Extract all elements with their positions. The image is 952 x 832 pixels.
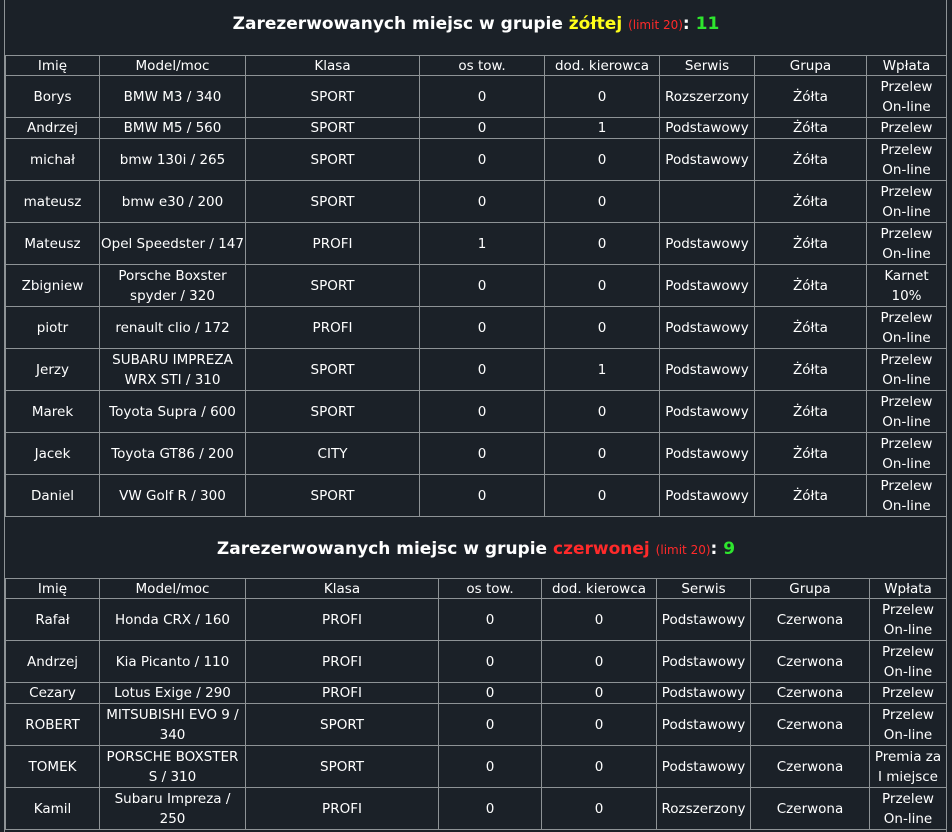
cell-model: Toyota GT86 / 200	[100, 433, 246, 475]
cell-name: mateusz	[6, 181, 100, 223]
cell-name: Cezary	[6, 683, 100, 704]
cell-name: Rafał	[6, 599, 100, 641]
cell-service: Rozszerzony	[660, 76, 755, 118]
cell-model: MITSUBISHI EVO 9 / 340	[100, 704, 246, 746]
cell-service: Podstawowy	[660, 433, 755, 475]
cell-class: SPORT	[246, 139, 420, 181]
cell-service	[660, 181, 755, 223]
yellow-table-body	[6, 76, 947, 517]
cell-service: Podstawowy	[660, 223, 755, 265]
cell-payment: Przelew On-line	[867, 433, 947, 475]
cell-extra-driver: 0	[545, 475, 660, 517]
cell-group: Czerwona	[751, 641, 870, 683]
cell-group: Żółta	[755, 139, 867, 181]
cell-model: Subaru Impreza / 250	[100, 788, 246, 830]
cell-class: PROFI	[246, 683, 439, 704]
cell-name: Jerzy	[6, 349, 100, 391]
table-row	[6, 599, 947, 641]
cell-group: Żółta	[755, 181, 867, 223]
cell-class: SPORT	[246, 391, 420, 433]
cell-extra-driver: 0	[545, 76, 660, 118]
cell-extra-driver: 0	[545, 181, 660, 223]
cell-service: Podstawowy	[660, 139, 755, 181]
table-row	[6, 683, 947, 704]
cell-class: SPORT	[246, 746, 439, 788]
cell-passengers: 0	[420, 307, 545, 349]
cell-class: PROFI	[246, 788, 439, 830]
cell-service: Rozszerzony	[657, 788, 751, 830]
cell-passengers: 0	[420, 391, 545, 433]
cell-name: Kamil	[6, 788, 100, 830]
column-header-group: Grupa	[751, 579, 870, 599]
cell-payment: Przelew On-line	[870, 704, 947, 746]
cell-extra-driver: 0	[545, 307, 660, 349]
cell-payment: Przelew On-line	[867, 349, 947, 391]
header-row	[6, 579, 947, 599]
cell-name: ROBERT	[6, 704, 100, 746]
cell-extra-driver: 1	[545, 118, 660, 139]
column-header-passengers: os tow.	[439, 579, 542, 599]
heading-separator: :	[710, 539, 724, 559]
cell-model: Kia Picanto / 110	[100, 641, 246, 683]
cell-payment: Przelew On-line	[870, 641, 947, 683]
cell-name: Marek	[6, 391, 100, 433]
cell-extra-driver: 0	[542, 683, 657, 704]
cell-group: Żółta	[755, 433, 867, 475]
table-row	[6, 307, 947, 349]
column-header-payment: Wpłata	[867, 56, 947, 76]
yellow-group-table	[5, 55, 947, 517]
cell-group: Żółta	[755, 349, 867, 391]
cell-passengers: 0	[439, 683, 542, 704]
cell-extra-driver: 0	[542, 704, 657, 746]
cell-passengers: 0	[420, 118, 545, 139]
column-header-service: Serwis	[660, 56, 755, 76]
group-name-yellow: żółtej	[568, 14, 623, 34]
cell-group: Żółta	[755, 265, 867, 307]
column-header-passengers: os tow.	[420, 56, 545, 76]
cell-payment: Przelew On-line	[867, 307, 947, 349]
cell-group: Czerwona	[751, 704, 870, 746]
column-header-name: Imię	[6, 56, 100, 76]
limit-label: (limit 20)	[628, 18, 683, 32]
header-row	[6, 56, 947, 76]
cell-passengers: 0	[420, 475, 545, 517]
cell-class: PROFI	[246, 307, 420, 349]
cell-group: Żółta	[755, 475, 867, 517]
cell-passengers: 0	[439, 599, 542, 641]
cell-class: SPORT	[246, 118, 420, 139]
table-row	[6, 223, 947, 265]
cell-passengers: 0	[420, 433, 545, 475]
cell-class: SPORT	[246, 704, 439, 746]
yellow-table-header	[6, 56, 947, 76]
cell-name: Andrzej	[6, 641, 100, 683]
cell-payment: Przelew On-line	[867, 475, 947, 517]
cell-service: Podstawowy	[660, 391, 755, 433]
cell-extra-driver: 0	[542, 641, 657, 683]
cell-passengers: 0	[439, 746, 542, 788]
cell-passengers: 1	[420, 223, 545, 265]
column-header-class: Klasa	[246, 56, 420, 76]
table-row	[6, 746, 947, 788]
cell-name: michał	[6, 139, 100, 181]
cell-payment: Przelew	[867, 118, 947, 139]
cell-group: Czerwona	[751, 788, 870, 830]
cell-class: CITY	[246, 433, 420, 475]
cell-class: PROFI	[246, 223, 420, 265]
column-header-extra-driver: dod. kierowca	[542, 579, 657, 599]
cell-passengers: 0	[439, 641, 542, 683]
cell-service: Podstawowy	[657, 704, 751, 746]
red-table-body	[6, 599, 947, 830]
cell-extra-driver: 0	[545, 391, 660, 433]
cell-model: Opel Speedster / 147	[100, 223, 246, 265]
cell-passengers: 0	[420, 76, 545, 118]
cell-name: Andrzej	[6, 118, 100, 139]
heading-separator: :	[682, 14, 696, 34]
cell-group: Czerwona	[751, 599, 870, 641]
cell-extra-driver: 0	[542, 599, 657, 641]
table-row	[6, 391, 947, 433]
cell-class: SPORT	[246, 349, 420, 391]
cell-payment: Przelew On-line	[867, 76, 947, 118]
cell-group: Żółta	[755, 223, 867, 265]
cell-payment: Przelew On-line	[867, 223, 947, 265]
cell-service: Podstawowy	[660, 307, 755, 349]
cell-service: Podstawowy	[660, 349, 755, 391]
cell-passengers: 0	[420, 181, 545, 223]
cell-service: Podstawowy	[657, 599, 751, 641]
cell-service: Podstawowy	[657, 641, 751, 683]
column-header-name: Imię	[6, 579, 100, 599]
column-header-payment: Wpłata	[870, 579, 947, 599]
cell-extra-driver: 0	[545, 265, 660, 307]
limit-label: (limit 20)	[655, 543, 711, 557]
cell-class: PROFI	[246, 641, 439, 683]
table-row	[6, 433, 947, 475]
cell-service: Podstawowy	[660, 265, 755, 307]
cell-model: BMW M5 / 560	[100, 118, 246, 139]
cell-payment: Przelew	[870, 683, 947, 704]
heading-prefix: Zarezerwowanych miejsc w grupie	[216, 539, 554, 559]
cell-extra-driver: 0	[545, 433, 660, 475]
cell-passengers: 0	[439, 704, 542, 746]
column-header-group: Grupa	[755, 56, 867, 76]
cell-model: Honda CRX / 160	[100, 599, 246, 641]
cell-name: Jacek	[6, 433, 100, 475]
cell-model: SUBARU IMPREZA WRX STI / 310	[100, 349, 246, 391]
cell-extra-driver: 1	[545, 349, 660, 391]
cell-payment: Premia za I miejsce	[870, 746, 947, 788]
cell-name: Borys	[6, 76, 100, 118]
red-group-heading	[0, 539, 952, 559]
cell-passengers: 0	[420, 265, 545, 307]
cell-model: PORSCHE BOXSTER S / 310	[100, 746, 246, 788]
cell-class: PROFI	[246, 599, 439, 641]
cell-service: Podstawowy	[657, 746, 751, 788]
table-row	[6, 704, 947, 746]
cell-passengers: 0	[420, 349, 545, 391]
cell-model: Lotus Exige / 290	[100, 683, 246, 704]
cell-model: VW Golf R / 300	[100, 475, 246, 517]
cell-class: SPORT	[246, 181, 420, 223]
cell-class: SPORT	[246, 76, 420, 118]
cell-payment: Przelew On-line	[867, 181, 947, 223]
table-row	[6, 349, 947, 391]
cell-name: Daniel	[6, 475, 100, 517]
cell-payment: Przelew On-line	[870, 599, 947, 641]
table-row	[6, 76, 947, 118]
cell-service: Podstawowy	[660, 475, 755, 517]
cell-model: BMW M3 / 340	[100, 76, 246, 118]
column-header-service: Serwis	[657, 579, 751, 599]
cell-group: Czerwona	[751, 683, 870, 704]
group-name-red: czerwonej	[553, 539, 650, 559]
table-row	[6, 475, 947, 517]
cell-service: Podstawowy	[657, 683, 751, 704]
cell-model: renault clio / 172	[100, 307, 246, 349]
cell-group: Czerwona	[751, 746, 870, 788]
column-header-extra-driver: dod. kierowca	[545, 56, 660, 76]
cell-group: Żółta	[755, 118, 867, 139]
cell-name: Zbigniew	[6, 265, 100, 307]
cell-extra-driver: 0	[545, 223, 660, 265]
cell-name: TOMEK	[6, 746, 100, 788]
cell-class: SPORT	[246, 475, 420, 517]
red-table-header	[6, 579, 947, 599]
cell-name: Mateusz	[6, 223, 100, 265]
cell-group: Żółta	[755, 307, 867, 349]
cell-group: Żółta	[755, 391, 867, 433]
yellow-group-heading	[0, 14, 952, 34]
table-row	[6, 139, 947, 181]
cell-payment: Przelew On-line	[867, 391, 947, 433]
cell-payment: Przelew On-line	[870, 788, 947, 830]
table-row	[6, 788, 947, 830]
cell-model: bmw e30 / 200	[100, 181, 246, 223]
column-header-model: Model/moc	[100, 56, 246, 76]
reserved-count: 9	[723, 539, 736, 559]
reserved-count: 11	[695, 14, 720, 34]
red-group-table	[5, 578, 947, 830]
cell-payment: Karnet 10%	[867, 265, 947, 307]
heading-prefix: Zarezerwowanych miejsc w grupie	[232, 14, 569, 34]
cell-passengers: 0	[439, 788, 542, 830]
table-row	[6, 265, 947, 307]
cell-model: Toyota Supra / 600	[100, 391, 246, 433]
cell-extra-driver: 0	[542, 746, 657, 788]
cell-group: Żółta	[755, 76, 867, 118]
column-header-model: Model/moc	[100, 579, 246, 599]
cell-model: Porsche Boxster spyder / 320	[100, 265, 246, 307]
column-header-class: Klasa	[246, 579, 439, 599]
cell-extra-driver: 0	[545, 139, 660, 181]
cell-payment: Przelew On-line	[867, 139, 947, 181]
cell-passengers: 0	[420, 139, 545, 181]
table-row	[6, 641, 947, 683]
cell-service: Podstawowy	[660, 118, 755, 139]
cell-class: SPORT	[246, 265, 420, 307]
cell-name: piotr	[6, 307, 100, 349]
cell-model: bmw 130i / 265	[100, 139, 246, 181]
table-row	[6, 181, 947, 223]
table-row	[6, 118, 947, 139]
cell-extra-driver: 0	[542, 788, 657, 830]
